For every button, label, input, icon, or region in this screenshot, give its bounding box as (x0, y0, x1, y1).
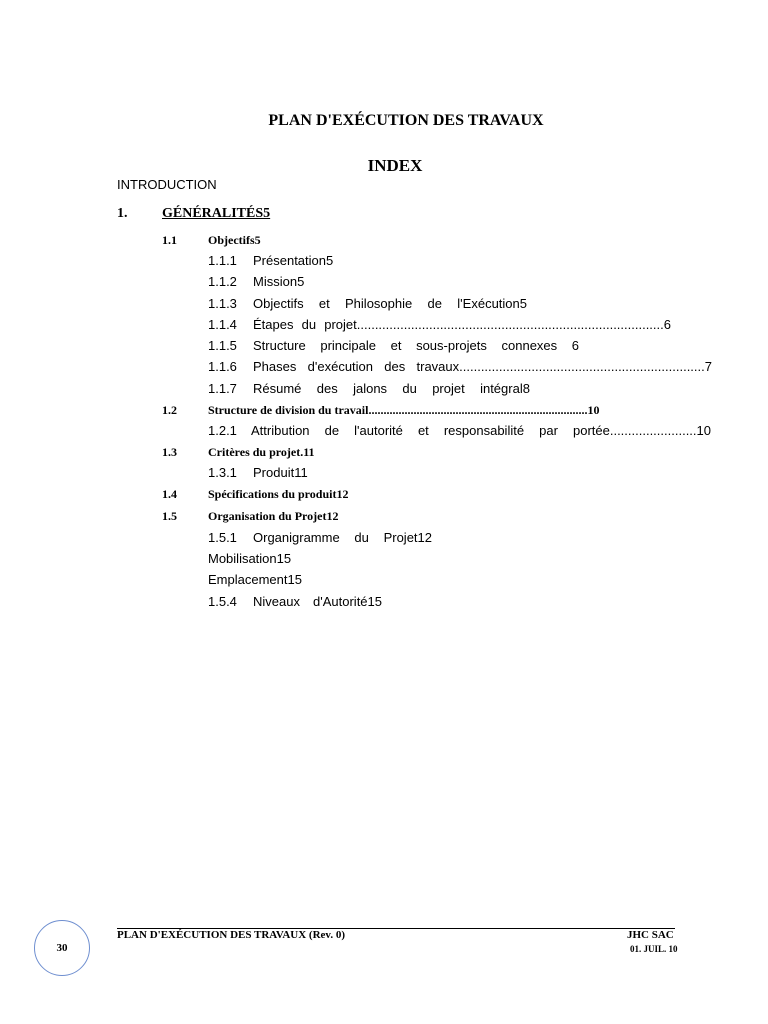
page-number-circle (34, 920, 90, 976)
toc-word: du (354, 530, 369, 545)
toc-1-5-1-title (253, 530, 432, 545)
toc-word: de (427, 296, 442, 311)
toc-word: Étapes (253, 317, 294, 332)
toc-1-1-5-number: 1.1.5 (208, 338, 237, 353)
toc-1-3-number: 1.3 (162, 445, 177, 459)
document-title: PLAN D'EXÉCUTION DES TRAVAUX (268, 112, 544, 129)
toc-word: connexes (501, 338, 558, 353)
toc-word: et (390, 338, 402, 353)
toc-1-5-1-number: 1.5.1 (208, 530, 237, 545)
toc-word: Structure (253, 338, 306, 353)
toc-word: principale (320, 338, 377, 353)
toc-word: intégral8 (480, 381, 530, 396)
toc-1-2-1-number: 1.2.1 (208, 423, 237, 438)
toc-1-1-2-number: 1.1.2 (208, 274, 237, 289)
toc-1-1-4-number: 1.1.4 (208, 317, 237, 332)
toc-word: du (402, 381, 417, 396)
toc-word: Phases (253, 359, 297, 374)
toc-1-1-7-title (253, 381, 530, 396)
toc-1-1-5-title (253, 338, 579, 353)
toc-word: Projet12 (383, 530, 432, 545)
toc-1-2-title: Structure de division du travail.........................................................................10 (208, 403, 600, 417)
toc-word: par (539, 423, 558, 438)
toc-word: des (316, 381, 338, 396)
toc-1-3-1-number: 1.3.1 (208, 465, 237, 480)
toc-1-1-6-number: 1.1.6 (208, 359, 237, 374)
introduction-label: INTRODUCTION (117, 177, 217, 192)
toc-word: travaux....................................................................7 (416, 359, 712, 374)
footer-date: 01. JUIL. 10 (630, 944, 678, 954)
toc-word: du (301, 317, 317, 332)
toc-1-2-1-title (251, 423, 711, 438)
toc-word: d'exécution (307, 359, 374, 374)
toc-word: Niveaux (253, 594, 300, 609)
toc-1-1-7-number: 1.1.7 (208, 381, 237, 396)
footer-document-title: PLAN D'EXÉCUTION DES TRAVAUX (Rev. 0) (117, 929, 345, 941)
toc-mobilisation: Mobilisation15 (208, 551, 292, 566)
toc-word: projet.....................................................................................6 (324, 317, 671, 332)
toc-word: des (384, 359, 406, 374)
toc-1-1-2-title: Mission5 (253, 274, 305, 289)
toc-word: d'Autorité15 (313, 594, 382, 609)
toc-word: Organigramme (253, 530, 340, 545)
toc-word: Résumé (253, 381, 302, 396)
toc-word: et (417, 423, 429, 438)
toc-1-1-number: 1.1 (162, 233, 177, 247)
toc-word: responsabilité (443, 423, 525, 438)
toc-1-1-3-title (253, 296, 527, 311)
toc-1-2-number: 1.2 (162, 403, 177, 417)
toc-1-1-6-title (253, 359, 712, 374)
toc-1-1-title: Objectifs5 (208, 233, 261, 247)
toc-1-4-number: 1.4 (162, 487, 177, 501)
toc-section-1-number: 1. (117, 206, 128, 221)
toc-1-1-1-title: Présentation5 (253, 253, 334, 268)
toc-1-1-4-title (253, 317, 671, 332)
toc-1-5-4-number: 1.5.4 (208, 594, 237, 609)
toc-word: l'Exécution5 (457, 296, 527, 311)
toc-word: sous-projets (416, 338, 487, 353)
page-number: 30 (56, 942, 68, 954)
toc-word: Philosophie (345, 296, 413, 311)
toc-1-4-title: Spécifications du produit12 (208, 487, 349, 501)
toc-word: projet (432, 381, 465, 396)
toc-word: portée........................10 (572, 423, 711, 438)
toc-1-5-title: Organisation du Projet12 (208, 509, 339, 523)
toc-1-5-4-title (253, 594, 382, 609)
toc-word: de (324, 423, 340, 438)
toc-1-5-number: 1.5 (162, 509, 177, 523)
footer-company: JHC SAC (627, 929, 674, 941)
toc-word: Objectifs (253, 296, 304, 311)
toc-1-3-1-title: Produit11 (253, 465, 308, 480)
toc-section-1-title: GÉNÉRALITÉS5 (162, 206, 271, 221)
toc-word: l'autorité (354, 423, 403, 438)
toc-emplacement: Emplacement15 (208, 572, 302, 587)
toc-word: 6 (571, 338, 579, 353)
toc-word: jalons (353, 381, 388, 396)
toc-1-3-title: Critères du projet.11 (208, 445, 315, 459)
index-title: INDEX (367, 156, 423, 175)
toc-1-1-1-number: 1.1.1 (208, 253, 237, 268)
toc-1-1-3-number: 1.1.3 (208, 296, 237, 311)
toc-word: et (318, 296, 330, 311)
toc-word: Attribution (251, 423, 310, 438)
